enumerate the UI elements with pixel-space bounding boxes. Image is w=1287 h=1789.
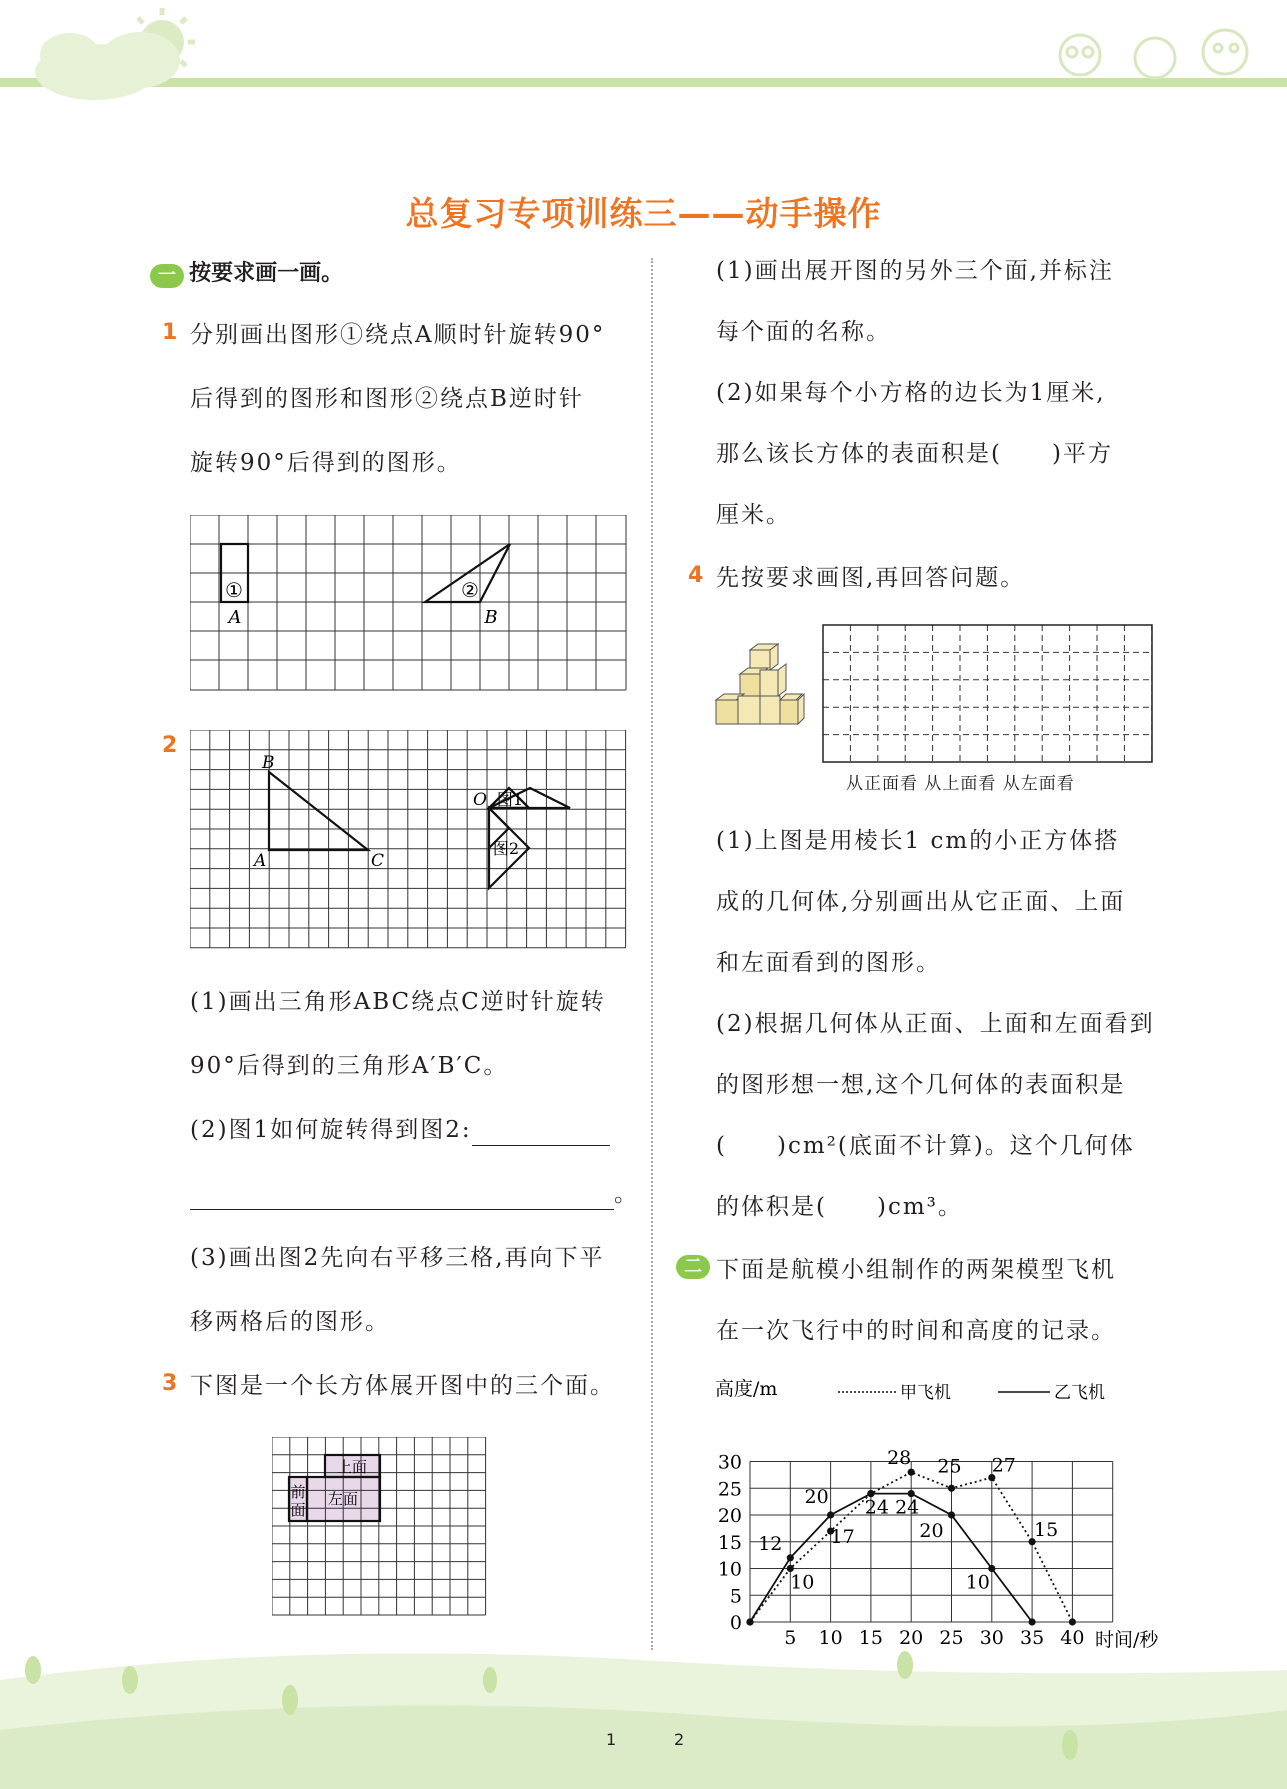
q3-sub1-line1: (1)画出展开图的另外三个面,并标注 bbox=[716, 258, 1114, 284]
section2-line2: 在一次飞行中的时间和高度的记录。 bbox=[716, 1318, 1116, 1344]
x-tick-label: 25 bbox=[939, 1627, 964, 1649]
section2-line1: 下面是航模小组制作的两架模型飞机 bbox=[716, 1257, 1116, 1283]
q4-sub1-line1: (1)上图是用棱长1 cm的小正方体搭 bbox=[716, 828, 1120, 854]
data-label: 24 bbox=[895, 1496, 920, 1519]
q3-net-figure bbox=[272, 1437, 514, 1642]
q4-sub1-line2: 成的几何体,分别画出从它正面、上面 bbox=[716, 889, 1126, 915]
data-point bbox=[948, 1485, 955, 1492]
y-tick-label: 10 bbox=[717, 1558, 742, 1581]
footer-landscape bbox=[0, 1620, 1287, 1789]
q3-sub2-line3: 厘米。 bbox=[716, 502, 791, 528]
data-label: 17 bbox=[830, 1526, 855, 1549]
q4-view-grid bbox=[822, 624, 1156, 766]
data-label: 20 bbox=[804, 1486, 829, 1508]
cloud-icon bbox=[35, 32, 180, 100]
front-face-label-2: 面 bbox=[290, 1501, 306, 1519]
y-tick-label: 20 bbox=[717, 1505, 742, 1527]
q3-sub2-line1: (2)如果每个小方格的边长为1厘米, bbox=[716, 380, 1106, 406]
q3-number: 3 bbox=[162, 1371, 178, 1396]
q2-sub1-line2: 90°后得到的三角形A′B′C。 bbox=[190, 1053, 509, 1079]
cube-stack-figure bbox=[712, 640, 812, 744]
q2-sub2 bbox=[190, 1115, 610, 1146]
column-divider bbox=[651, 258, 653, 1650]
q4-sub2-line4: 的体积是( )cm³。 bbox=[716, 1194, 963, 1220]
point-b-label: B bbox=[484, 607, 498, 628]
x-tick-label: 30 bbox=[979, 1627, 1004, 1649]
data-label: 27 bbox=[991, 1454, 1016, 1477]
y-tick-label: 25 bbox=[717, 1478, 742, 1501]
section1-badge: 一 bbox=[150, 264, 184, 288]
fig1-label: 图1 bbox=[496, 790, 524, 809]
animal-faces-icon bbox=[1060, 30, 1247, 78]
section1-heading: 按要求画一画。 bbox=[189, 261, 344, 286]
q2-answer-line-2[interactable] bbox=[190, 1179, 614, 1210]
data-point bbox=[827, 1511, 834, 1518]
q2-grid-figure bbox=[190, 730, 630, 952]
data-label: 20 bbox=[919, 1520, 944, 1542]
x-tick-label: 35 bbox=[1020, 1627, 1045, 1649]
page-number-left: 1 bbox=[606, 1730, 617, 1749]
top-face-label: 上面 bbox=[336, 1458, 368, 1476]
q2-number: 2 bbox=[162, 733, 178, 758]
q2-sub2-text: (2)图1如何旋转得到图2: bbox=[190, 1117, 472, 1143]
header-decoration bbox=[0, 0, 1287, 110]
q3-sub1-line2: 每个面的名称。 bbox=[716, 319, 891, 345]
q4-number: 4 bbox=[688, 563, 704, 588]
q4-text: 先按要求画图,再回答问题。 bbox=[716, 565, 1026, 591]
q2-sub2-cont bbox=[190, 1179, 639, 1210]
legend-dotted-label: 甲飞机 bbox=[900, 1383, 951, 1403]
data-point bbox=[787, 1554, 794, 1561]
triangle-abc bbox=[269, 772, 368, 850]
data-label: 10 bbox=[965, 1571, 990, 1594]
data-point bbox=[908, 1469, 915, 1476]
chart-xlabel: 时间/秒 bbox=[1095, 1629, 1159, 1651]
section2-badge: 二 bbox=[676, 1255, 710, 1279]
y-tick-label: 15 bbox=[717, 1531, 742, 1554]
left-face-label: 左面 bbox=[327, 1490, 359, 1508]
data-label: 12 bbox=[758, 1532, 783, 1555]
shape2-label: ② bbox=[461, 578, 479, 602]
x-tick-label: 20 bbox=[899, 1627, 924, 1649]
data-label: 25 bbox=[937, 1455, 962, 1478]
chart-ylabel: 高度/m bbox=[715, 1378, 778, 1400]
y-tick-label: 0 bbox=[729, 1612, 742, 1634]
q4-sub2-line2: 的图形想一想,这个几何体的表面积是 bbox=[716, 1072, 1126, 1098]
data-point bbox=[948, 1511, 955, 1518]
q3-text: 下图是一个长方体展开图中的三个面。 bbox=[190, 1373, 615, 1399]
label-a: A bbox=[254, 851, 267, 871]
page-number-right: 2 bbox=[674, 1730, 685, 1749]
q1-line1: 分别画出图形①绕点A顺时针旋转90° bbox=[190, 322, 606, 348]
q2-sub1-line1: (1)画出三角形ABC绕点C逆时针旋转 bbox=[190, 989, 606, 1015]
y-tick-label: 5 bbox=[729, 1585, 742, 1608]
shape1-label: ① bbox=[225, 578, 243, 602]
section2-badge-wrap bbox=[676, 1255, 710, 1279]
x-tick-label: 40 bbox=[1060, 1627, 1085, 1649]
q4-sub2-line3: ( )cm²(底面不计算)。这个几何体 bbox=[716, 1133, 1135, 1159]
data-label: 24 bbox=[864, 1496, 889, 1519]
q1-line2: 后得到的图形和图形②绕点B逆时针 bbox=[190, 386, 584, 412]
label-o: O bbox=[473, 790, 487, 810]
x-tick-label: 15 bbox=[858, 1627, 883, 1649]
data-label: 10 bbox=[790, 1571, 815, 1594]
data-label: 28 bbox=[887, 1447, 912, 1470]
q2-answer-line-1[interactable] bbox=[472, 1115, 610, 1146]
section1-header bbox=[150, 256, 343, 288]
page-title: 总复习专项训练三——动手操作 bbox=[405, 194, 882, 233]
q4-sub1-line3: 和左面看到的图形。 bbox=[716, 950, 941, 976]
q3-sub2-line2: 那么该长方体的表面积是( )平方 bbox=[716, 441, 1113, 467]
legend-solid-label: 乙飞机 bbox=[1054, 1383, 1105, 1403]
front-face-label-1: 前 bbox=[290, 1483, 306, 1501]
data-label: 15 bbox=[1034, 1518, 1059, 1541]
fig2-label: 图2 bbox=[492, 839, 520, 858]
x-tick-label: 5 bbox=[784, 1627, 797, 1649]
q1-grid-figure bbox=[190, 515, 630, 693]
q2-sub3-line2: 移两格后的图形。 bbox=[190, 1309, 390, 1335]
q1-line3: 旋转90°后得到的图形。 bbox=[190, 450, 462, 476]
point-a-label: A bbox=[228, 607, 242, 628]
y-tick-label: 30 bbox=[717, 1451, 742, 1474]
q2-sub3-line1: (3)画出图2先向右平移三格,再向下平 bbox=[190, 1245, 605, 1271]
view-labels: 从正面看 从上面看 从左面看 bbox=[846, 774, 1075, 794]
label-c: C bbox=[371, 851, 385, 871]
q4-sub2-line1: (2)根据几何体从正面、上面和左面看到 bbox=[716, 1011, 1155, 1037]
label-b: B bbox=[262, 753, 275, 773]
q2-sub2-end: 。 bbox=[614, 1181, 639, 1207]
flight-chart bbox=[700, 1370, 1180, 1660]
q1-number: 1 bbox=[162, 320, 178, 345]
x-tick-label: 10 bbox=[818, 1627, 843, 1649]
